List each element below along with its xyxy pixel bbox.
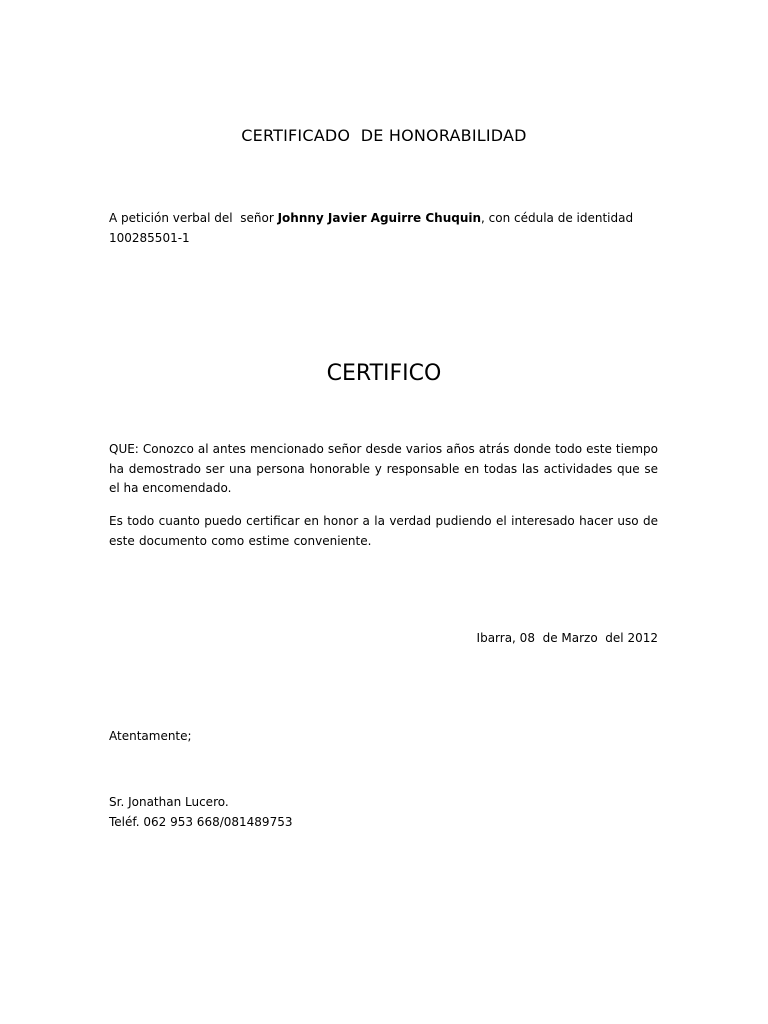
body-paragraph-1: QUE: Conozco al antes mencionado señor desde varios años atrás donde todo este tiempo ha demostrado ser una persona honorable y responsable en todas las actividades que se el ha encomendado. bbox=[109, 442, 658, 495]
place-date: Ibarra, 08 de Marzo del 2012 bbox=[476, 631, 658, 645]
requester-name: Johnny Javier Aguirre Chuquin bbox=[277, 211, 482, 225]
signer-phone: Teléf. 062 953 668/081489753 bbox=[109, 815, 293, 829]
certifico-heading: CERTIFICO bbox=[326, 361, 442, 386]
intro-prefix: A petición verbal del señor bbox=[109, 211, 278, 225]
id-number: 100285501-1 bbox=[109, 231, 190, 245]
signer-name: Sr. Jonathan Lucero. bbox=[109, 795, 229, 809]
closing: Atentamente; bbox=[109, 729, 192, 743]
body-paragraph-2: Es todo cuanto puedo certificar en honor a la verdad pudiendo el interesado hacer uso de este documento como estime conveniente. bbox=[109, 514, 658, 548]
intro-paragraph bbox=[109, 208, 669, 248]
document-title: CERTIFICADO DE HONORABILIDAD bbox=[241, 126, 527, 145]
intro-suffix: , con cédula de identidad bbox=[481, 211, 634, 225]
